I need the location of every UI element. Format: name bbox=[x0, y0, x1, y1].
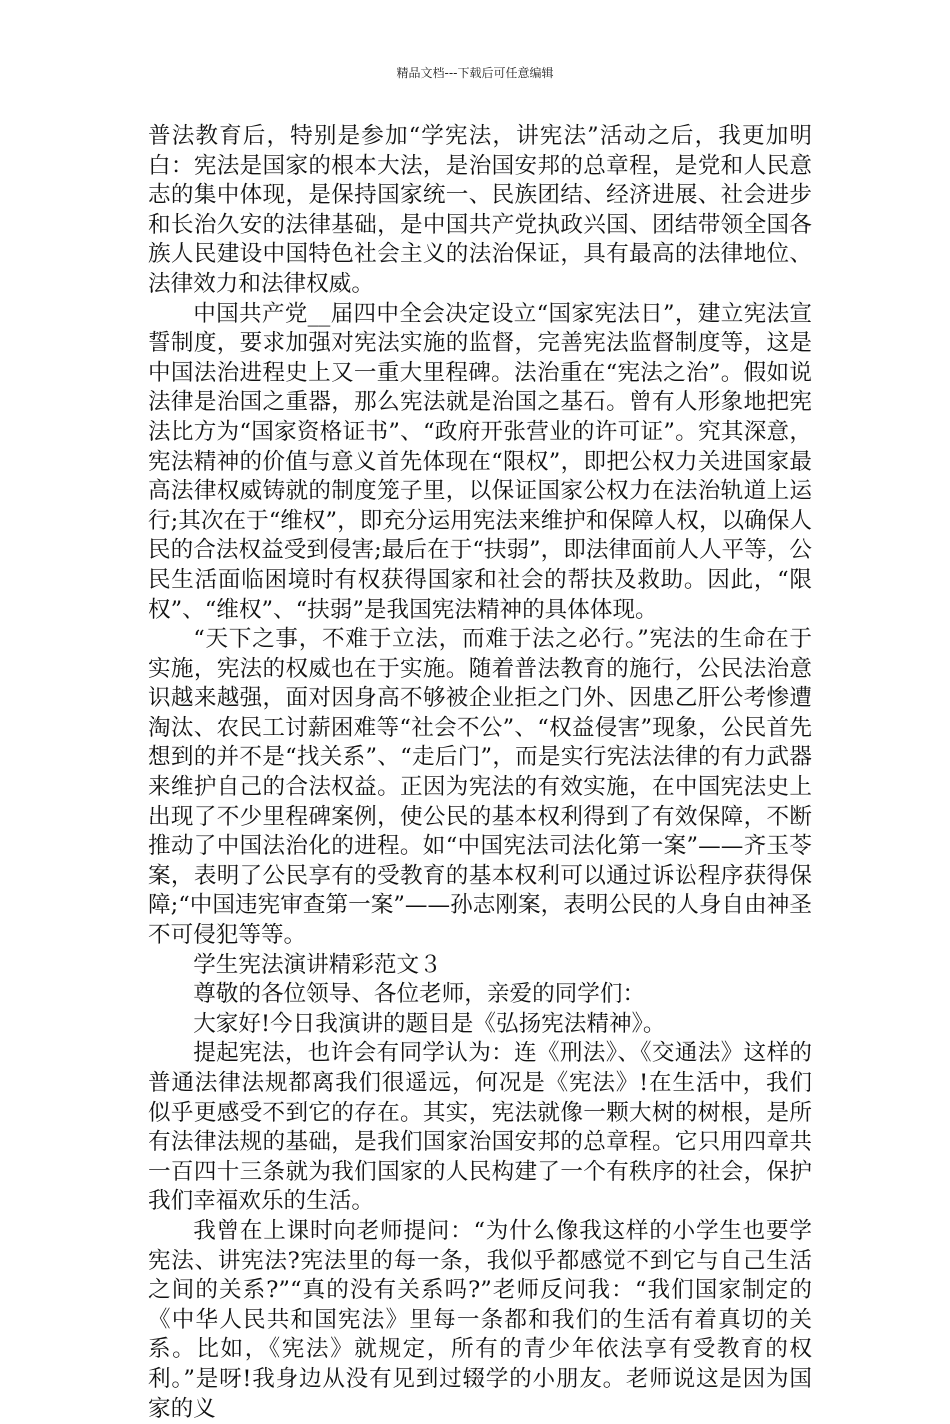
salutation: 尊敬的各位领导、各位老师，亲爱的同学们： bbox=[193, 981, 646, 1008]
document-body bbox=[148, 122, 812, 1424]
paragraph-1: 普法教育后，特别是参加“学宪法，讲宪法”活动之后，我更加明白：宪法是国家的根本大法，是治国安邦的总章程，是党和人民意志的集中体现，是保持国家统一、民族团结、经济进展、社会进步和长治久安的法律基础，是中国共产党执政兴国、团结带领全国各族人民建设中国特色社会主义的法治保证，具有最高的法律地位、法律效力和法律权威。 bbox=[148, 123, 812, 297]
paragraph-2: 中国共产党__届四中全会决定设立“国家宪法日”，建立宪法宣誓制度，要求加强对宪法实施的监督，完善宪法监督制度等，这是中国法治进程史上又一重大里程碑。法治重在“宪法之治”。假如说法律是治国之重器，那么宪法就是治国之基石。曾有人形象地把宪法比方为“国家资格证书”、“政府开张营业的许可证”。究其深意，宪法精神的价值与意义首先体现在“限权”，即把公权力关进国家最高法律权威铸就的制度笼子里，以保证国家公权力在法治轨道上运行;其次在于“维权”，即充分运用宪法来维护和保障人权，以确保人民的合法权益受到侵害;最后在于“扶弱”，即法律面前人人平等，公民生活面临困境时有权获得国家和社会的帮扶及救助。因此，“限权”、“维权”、“扶弱”是我国宪法精神的具体体现。 bbox=[148, 300, 812, 623]
paragraph-4: 提起宪法，也许会有同学认为：连《刑法》、《交通法》这样的普通法律法规都离我们很遥远，何况是《宪法》!在生活中，我们似乎更感受不到它的存在。其实，宪法就像一颗大树的树根，是所有法律法规的基础，是我们国家治国安邦的总章程。它只用四章共一百四十三条就为我们国家的人民构建了一个有秩序的社会，保护我们幸福欢乐的生活。 bbox=[148, 1040, 812, 1215]
paragraph-3: “天下之事，不难于立法，而难于法之必行。”宪法的生命在于实施，宪法的权威也在于实施。随着普法教育的施行，公民法治意识越来越强，面对因身高不够被企业拒之门外、因患乙肝公考惨遭淘汰、农民工讨薪困难等“社会不公”、“权益侵害”现象，公民首先想到的并不是“找关系”、“走后门”，而是实行宪法法律的有力武器来维护自己的合法权益。正因为宪法的有效实施，在中国宪法史上出现了不少里程碑案例，使公民的基本权利得到了有效保障，不断推动了中国法治化的进程。如“中国宪法司法化第一案”——齐玉苓案，表明了公民享有的受教育的基本权利可以通过诉讼程序获得保障;“中国违宪审查第一案”——孙志刚案，表明公民的人身自由神圣不可侵犯等等。 bbox=[148, 626, 812, 949]
section-title: 学生宪法演讲精彩范文３ bbox=[193, 951, 442, 978]
paragraph-5: 我曾在上课时向老师提问：“为什么像我这样的小学生也要学宪法、讲宪法?宪法里的每一条，我似乎都感觉不到它与自己生活之间的关系?”“真的没有关系吗?”老师反问我：“我们国家制定的《中华人民共和国宪法》里每一条都和我们的生活有着真切的关系。比如，《宪法》就规定，所有的青少年依法享有受教育的权利。”是呀!我身边从没有见到过辍学的小朋友。老师说这是因为国家的义 bbox=[148, 1217, 812, 1422]
greeting: 大家好!今日我演讲的题目是《弘扬宪法精神》。 bbox=[193, 1010, 666, 1037]
page-header: 精品文档---下载后可任意编辑 bbox=[396, 66, 554, 80]
